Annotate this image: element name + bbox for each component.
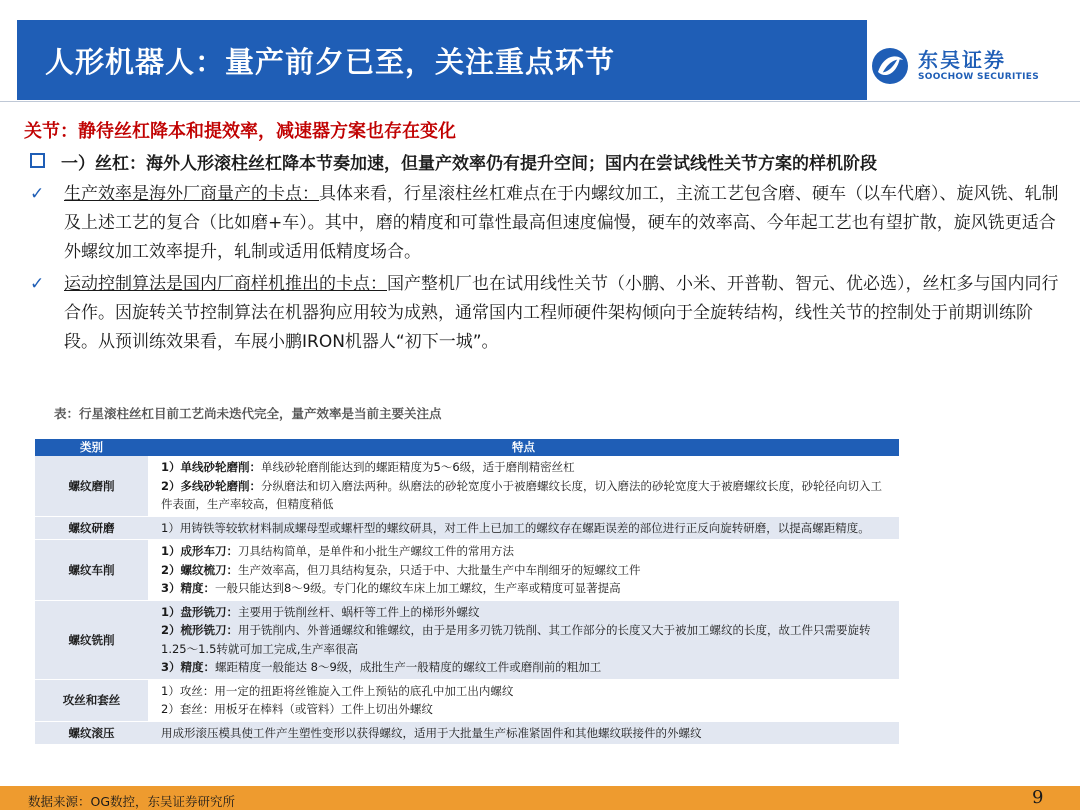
section-heading-text: 一）丝杠：海外人形滚柱丝杠降本节奏加速，但量产效率仍有提升空间；国内在尝试线性关节方案的样机阶段 — [61, 154, 877, 174]
row-features — [148, 517, 899, 540]
feature-line — [161, 724, 889, 743]
title-bar — [17, 20, 867, 100]
feature-line — [161, 621, 889, 658]
table-row — [35, 540, 899, 601]
slide-subtitle: 关节：静待丝杠降本和提效率，减速器方案也存在变化 — [24, 121, 456, 142]
row-category: 螺纹研磨 — [35, 517, 148, 540]
feature-label: 2）梳形铣刀： — [161, 623, 239, 637]
feature-line — [161, 579, 889, 598]
feature-text: 单线砂轮磨削能达到的螺距精度为5～6级，适于磨削精密丝杠 — [261, 460, 575, 474]
feature-line — [161, 561, 889, 580]
feature-text: 用成形滚压模具使工件产生塑性变形以获得螺纹，适用于大批量生产标准紧固件和其他螺纹联接件的外螺纹 — [161, 725, 702, 740]
feature-line — [161, 477, 889, 514]
soochow-logo-icon — [870, 46, 912, 86]
source-note: 数据来源：OG数控，东吴证券研究所 — [28, 794, 236, 809]
feature-text: 生产效率高，但刀具结构复杂，只适于中、大批量生产中车削细牙的短螺纹工件 — [238, 562, 641, 577]
row-category: 螺纹铣削 — [35, 601, 148, 679]
table-row — [35, 722, 899, 746]
point-1 — [30, 180, 1060, 267]
feature-line — [161, 682, 889, 701]
table-header — [35, 439, 899, 456]
feature-line — [161, 700, 889, 719]
feature-text: 一般只能达到8～9级。专门化的螺纹车床上加工螺纹，生产率或精度可显著提高 — [215, 581, 621, 595]
row-category: 攻丝和套丝 — [35, 680, 148, 721]
feature-text: 1）攻丝：用一定的扭距将丝锥旋入工件上预钻的底孔中加工出内螺纹 — [161, 683, 514, 698]
feature-text: 分纵磨法和切入磨法两种。纵磨法的砂轮宽度小于被磨螺纹长度，切入磨法的砂轮宽度大于被磨螺纹长度，砂轮径向切入工件表面，生产率较高，但精度稍低 — [161, 478, 883, 511]
table-row — [35, 456, 899, 517]
table-body — [35, 456, 899, 745]
feature-line — [161, 519, 889, 538]
feature-text: 主要用于铣削丝杆、蜗杆等工件上的梯形外螺纹 — [238, 604, 480, 619]
row-features — [148, 456, 899, 516]
row-features — [148, 540, 899, 600]
feature-text: 刀具结构简单，是单件和小批生产螺纹工件的常用方法 — [238, 544, 515, 558]
row-features — [148, 722, 899, 745]
table-row — [35, 680, 899, 722]
square-bullet-icon — [30, 153, 45, 168]
feature-line — [161, 458, 889, 477]
feature-text: 2）套丝：用板牙在棒料（或管料）工件上切出外螺纹 — [161, 702, 433, 716]
table-caption: 表：行星滚柱丝杠目前工艺尚未迭代完全，量产效率是当前主要关注点 — [54, 406, 442, 421]
check-icon: ✓ — [30, 184, 45, 204]
feature-label: 2）螺纹梳刀： — [161, 562, 239, 577]
point-1-lead: 生产效率是海外厂商量产的卡点： — [64, 184, 319, 204]
point-2 — [30, 270, 1060, 357]
point-1-body: 具体来看，行星滚柱丝杠难点在于内螺纹加工，主流工艺包含磨、硬车（以车代磨）、旋风铣、轧制及上述工艺的复合（比如磨+车）。其中，磨的精度和可靠性最高但速度偏慢，硬车的效率高、今年起工艺也有望扩散，旋风铣更适合外螺纹加工效率提升，轧制或适用低精度场合。 — [64, 184, 1059, 262]
row-category: 螺纹滚压 — [35, 722, 148, 745]
feature-text: 用于铣削内、外普通螺纹和锥螺纹，由于是用多刃铣刀铣削、其工作部分的长度又大于被加工螺纹的长度，故工件只需要旋转1.25～1.5转就可加工完成,生产率很高 — [161, 623, 871, 656]
point-2-lead: 运动控制算法是国内厂商样机推出的卡点： — [64, 274, 387, 294]
row-category: 螺纹车削 — [35, 540, 148, 600]
page-title: 人形机器人：量产前夕已至，关注重点环节 — [45, 45, 616, 79]
feature-label: 1）单线砂轮磨削： — [161, 460, 262, 474]
check-icon: ✓ — [30, 274, 45, 294]
logo-chinese-name: 东吴证券 — [918, 48, 1006, 72]
header-category: 类别 — [80, 440, 103, 454]
row-features — [148, 680, 899, 721]
feature-label: 1）盘形铣刀： — [161, 604, 239, 619]
feature-label: 2）多线砂轮磨削： — [161, 478, 262, 493]
feature-text: 1）用铸铁等较软材料制成螺母型或螺杆型的螺纹研具，对工件上已加工的螺纹存在螺距误差的部位进行正反向旋转研磨，以提高螺距精度。 — [161, 520, 870, 535]
header-features: 特点 — [512, 440, 535, 454]
feature-label: 3）精度： — [161, 581, 216, 595]
row-features — [148, 601, 899, 679]
feature-label: 3）精度： — [161, 660, 216, 674]
feature-text: 螺距精度一般能达 8～9级，成批生产一般精度的螺纹工件或磨削前的粗加工 — [215, 660, 602, 674]
table-row — [35, 601, 899, 680]
logo-english-name: SOOCHOW SECURITIES — [918, 72, 1039, 82]
feature-line — [161, 658, 889, 677]
section-heading — [30, 149, 1070, 174]
point-2-body: 国产整机厂也在试用线性关节（小鹏、小米、开普勒、智元、优必选），丝杠多与国内同行合作。因旋转关节控制算法在机器狗应用较为成熟，通常国内工程师硬件架构倾向于全旋转结构，线性关节的控制处于前期训练阶段。从预训练效果看，车展小鹏IRON机器人“初下一城”。 — [64, 274, 1059, 352]
table-row — [35, 517, 899, 541]
row-category: 螺纹磨削 — [35, 456, 148, 516]
brand-logo — [870, 44, 1070, 88]
feature-label: 1）成形车刀： — [161, 544, 239, 558]
feature-line — [161, 542, 889, 561]
page-number: 9 — [1032, 787, 1044, 808]
header-divider — [0, 101, 1080, 102]
feature-line — [161, 603, 889, 622]
process-table — [35, 439, 899, 745]
